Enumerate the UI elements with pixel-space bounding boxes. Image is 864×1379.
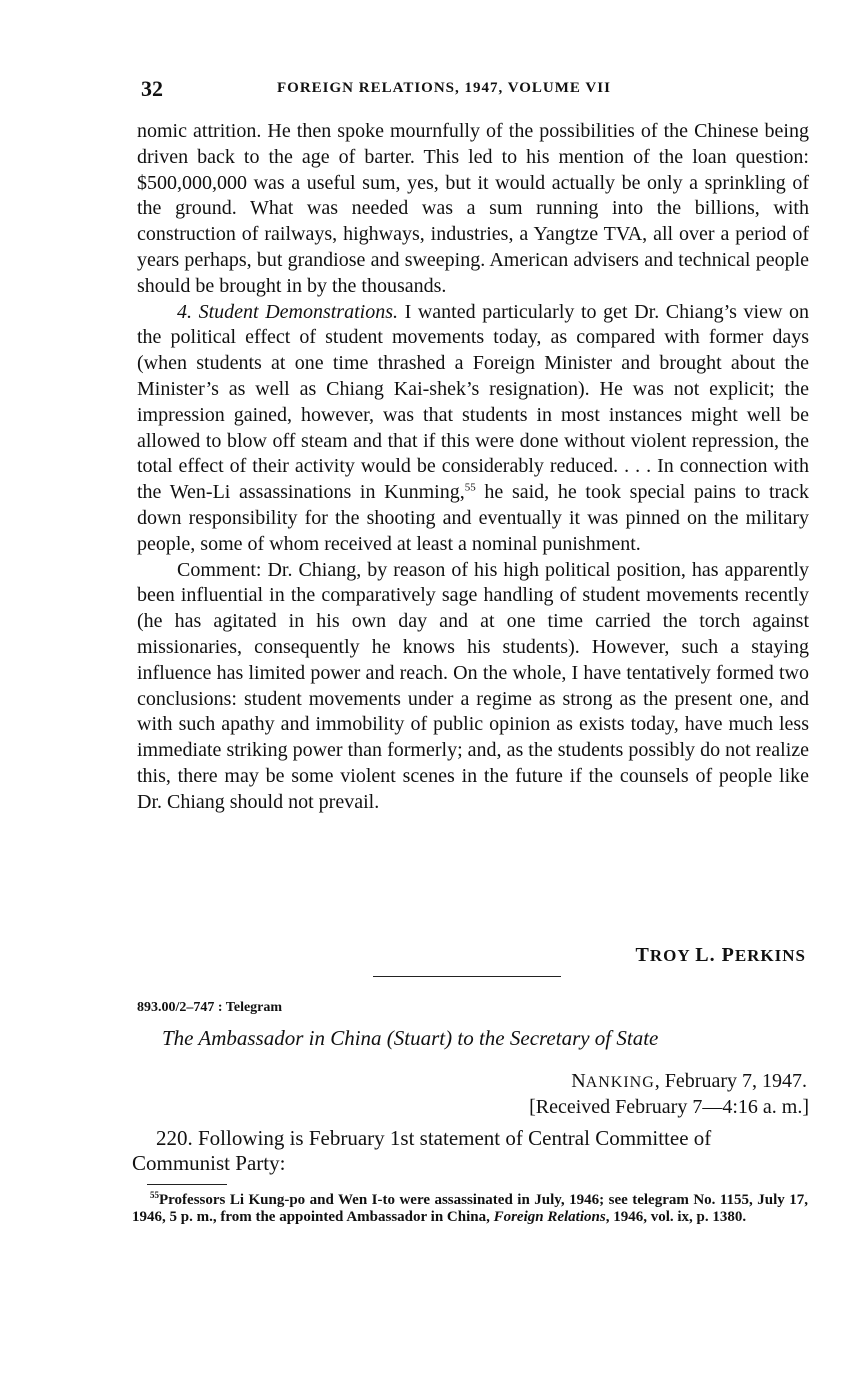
paragraph-comment: Comment: Dr. Chiang, by reason of his high political position, has apparently been influential in the comparatively sage handling of student movements recently (he has agitated in his own day and at one time carried the torch against missionaries, consequently he knows his students). However, such a staying influence has limited power and reach. On the whole, I have tentatively formed two conclusions: student movements under a regime as strong as the present one, and with such apathy and immobility of public opinion as exists today, have much less immediate striking power than formerly; and, as the students possibly do not realize this, there may be some violent scenes in the future if the counsels of people like Dr. Chiang should not prevail.: [137, 558, 809, 813]
document-title: The Ambassador in China (Stuart) to the Secretary of State: [162, 1026, 659, 1050]
footnote-reference: 55: [464, 481, 476, 494]
memo-body: [137, 119, 809, 816]
page-header: [137, 76, 807, 106]
running-title: FOREIGN RELATIONS, 1947, VOLUME VII: [277, 80, 611, 96]
paragraph-text-part-a: I wanted particularly to get Dr. Chiang’s view on the political effect of student movements today, as compared with former days (when students at one time thrashed a Foreign Minister and brought about the Minister’s as well as Chiang Kai-shek’s resignation). He was not explicit; the impression gained, however, was that students in most instances might well be allowed to blow off steam and that if this were done without violent repression, the total effect of their activity would be considerably reduced. . . . In connection with the Wen-Li assassinations in Kunming,: [137, 300, 809, 504]
paragraph-text-part-b: he said, he took special pains to track down responsibility for the shooting and eventually it was pinned on the military people, some of whom received at least a nominal punishment.: [137, 481, 809, 555]
footnote-divider: [147, 1184, 227, 1185]
telegram-paragraph: 220. Following is February 1st statement of Central Committee of Communist Party:: [132, 1126, 712, 1175]
paragraph-student-demonstrations: [137, 300, 809, 558]
document-reference: 893.00/2–747 : Telegram: [137, 1000, 283, 1015]
section-heading: 4. Student Demonstrations.: [177, 300, 398, 323]
paragraph-loan-question: nomic attrition. He then spoke mournfully of the possibilities of the Chinese being driven back to the age of barter. This led to his mention of the loan question: $500,000,000 was a useful sum, yes, but it would actually be only a sprinkling of the ground. What was needed was a sum running into the billions, with construction of railways, highways, industries, a Yangtze TVA, all over a period of years perhaps, but grandiose and sweeping. American advisers and technical people should be brought in by the thousands.: [137, 120, 809, 297]
received-line: [Received February 7—4:16 a. m.]: [529, 1096, 809, 1118]
section-divider: [373, 976, 561, 977]
signature: TROY L. PERKINS: [635, 944, 806, 966]
footnote: $^{55}$Professors Li Kung-po and Wen I-to were assassinated in July, 1946; see telegram No. 1155, July 17, 1946, 5 p. m., from the appointed Ambassador in China, Foreign Relations, 1946, vol. ix, p. 1380.: [132, 1190, 808, 1225]
telegram-body: [132, 1126, 808, 1176]
dateline: NANKING, February 7, 1947.: [571, 1070, 807, 1092]
footnote-mark: 55: [150, 1190, 159, 1200]
page-number: 32: [141, 76, 163, 101]
